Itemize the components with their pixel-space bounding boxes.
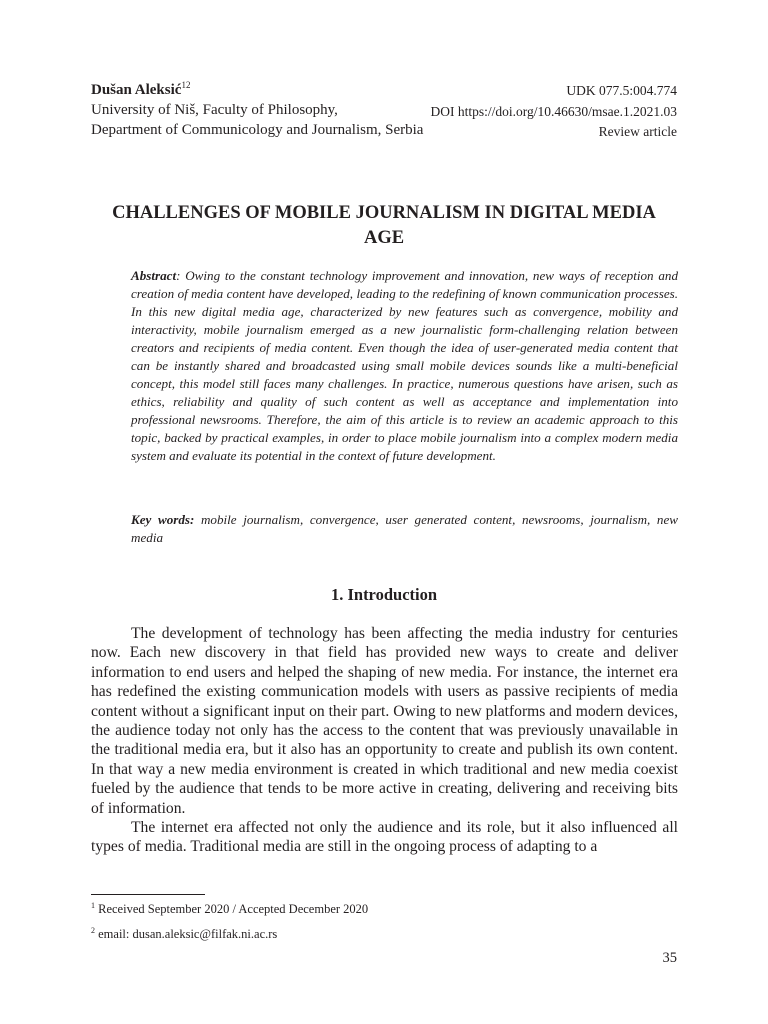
keywords [131, 511, 678, 547]
affiliation-line-2: Department of Communicology and Journalism, Serbia [91, 122, 424, 138]
body-text [91, 624, 678, 857]
footnote-mark: 1 [91, 900, 95, 910]
author-block [91, 80, 423, 140]
keywords-text: mobile journalism, convergence, user generated content, newsrooms, journalism, new media [131, 512, 679, 545]
footnote-1 [91, 901, 368, 917]
page-number: 35 [662, 950, 677, 966]
keywords-label: Key words: [131, 512, 195, 527]
paragraph: The development of technology has been affecting the media industry for centuries now. Each new discovery in that field has provided new ways to create and deliver information to end users and helped the shaping of new media. For instance, the internet era has redefined the existing communication models with users as passive recipients of media content without a significant input on their part. Owing to new platforms and modern devices, the audience today not only has the access to the content that was previously unavailable in the traditional media era, but it also has an opportunity to create and publish its own content. In that way a new media environment is created in which traditional and new media coexist fueled by the audience that tends to be more active in creating, delivering and receiving bits of information. [91, 625, 678, 817]
doi: DOI https://doi.org/10.46630/msae.1.2021.03 [430, 103, 677, 119]
article-type: Review article [598, 124, 677, 139]
section-heading: 1. Introduction [330, 585, 438, 604]
footnote-divider [91, 894, 205, 895]
footnote-2 [91, 926, 277, 942]
footnote-text: Received September 2020 / Accepted December 2020 [95, 902, 369, 916]
affiliation-line-1: University of Niš, Faculty of Philosophy, [91, 102, 338, 118]
abstract-label: Abstract [131, 268, 177, 283]
author-footnote-marks: 12 [181, 80, 191, 90]
footnote-text: email: dusan.aleksic@filfak.ni.ac.rs [95, 927, 278, 941]
footnote-mark: 2 [91, 925, 95, 935]
article-metadata [431, 81, 678, 143]
paragraph: The internet era affected not only the audience and its role, but it also influenced all types of media. Traditional media are still in the ongoing process of adapting to a [91, 819, 678, 856]
author-name: Dušan Aleksić$^{12}$ [91, 80, 191, 98]
abstract-text: : Owing to the constant technology improvement and innovation, new ways of reception and creation of media content have developed, leading to the redefining of known communication processes. In this new digital media age, characterized by new features such as convergence, mobility and interactivity, mobile journalism emerged as a new journalistic form-challenging relation between creators and recipients of media content. Even though the idea of user-generated media content that can be instantly shared and broadcasted using small mobile devices sounds like a multi-beneficial concept, this model still faces many challenges. In practice, numerous questions have arisen, such as ethics, reliability and quality of such content as well as acceptance and implementation into professional newsrooms. Therefore, the aim of this article is to review an academic approach to this topic, backed by practical examples, in order to place mobile journalism into a complex modern media system and evaluate its potential in the context of future development. [131, 268, 678, 463]
abstract [131, 267, 678, 465]
udk-code: UDK 077.5:004.774 [566, 83, 677, 98]
paper-title: CHALLENGES OF MOBILE JOURNALISM IN DIGITAL MEDIA AGE [112, 203, 656, 248]
